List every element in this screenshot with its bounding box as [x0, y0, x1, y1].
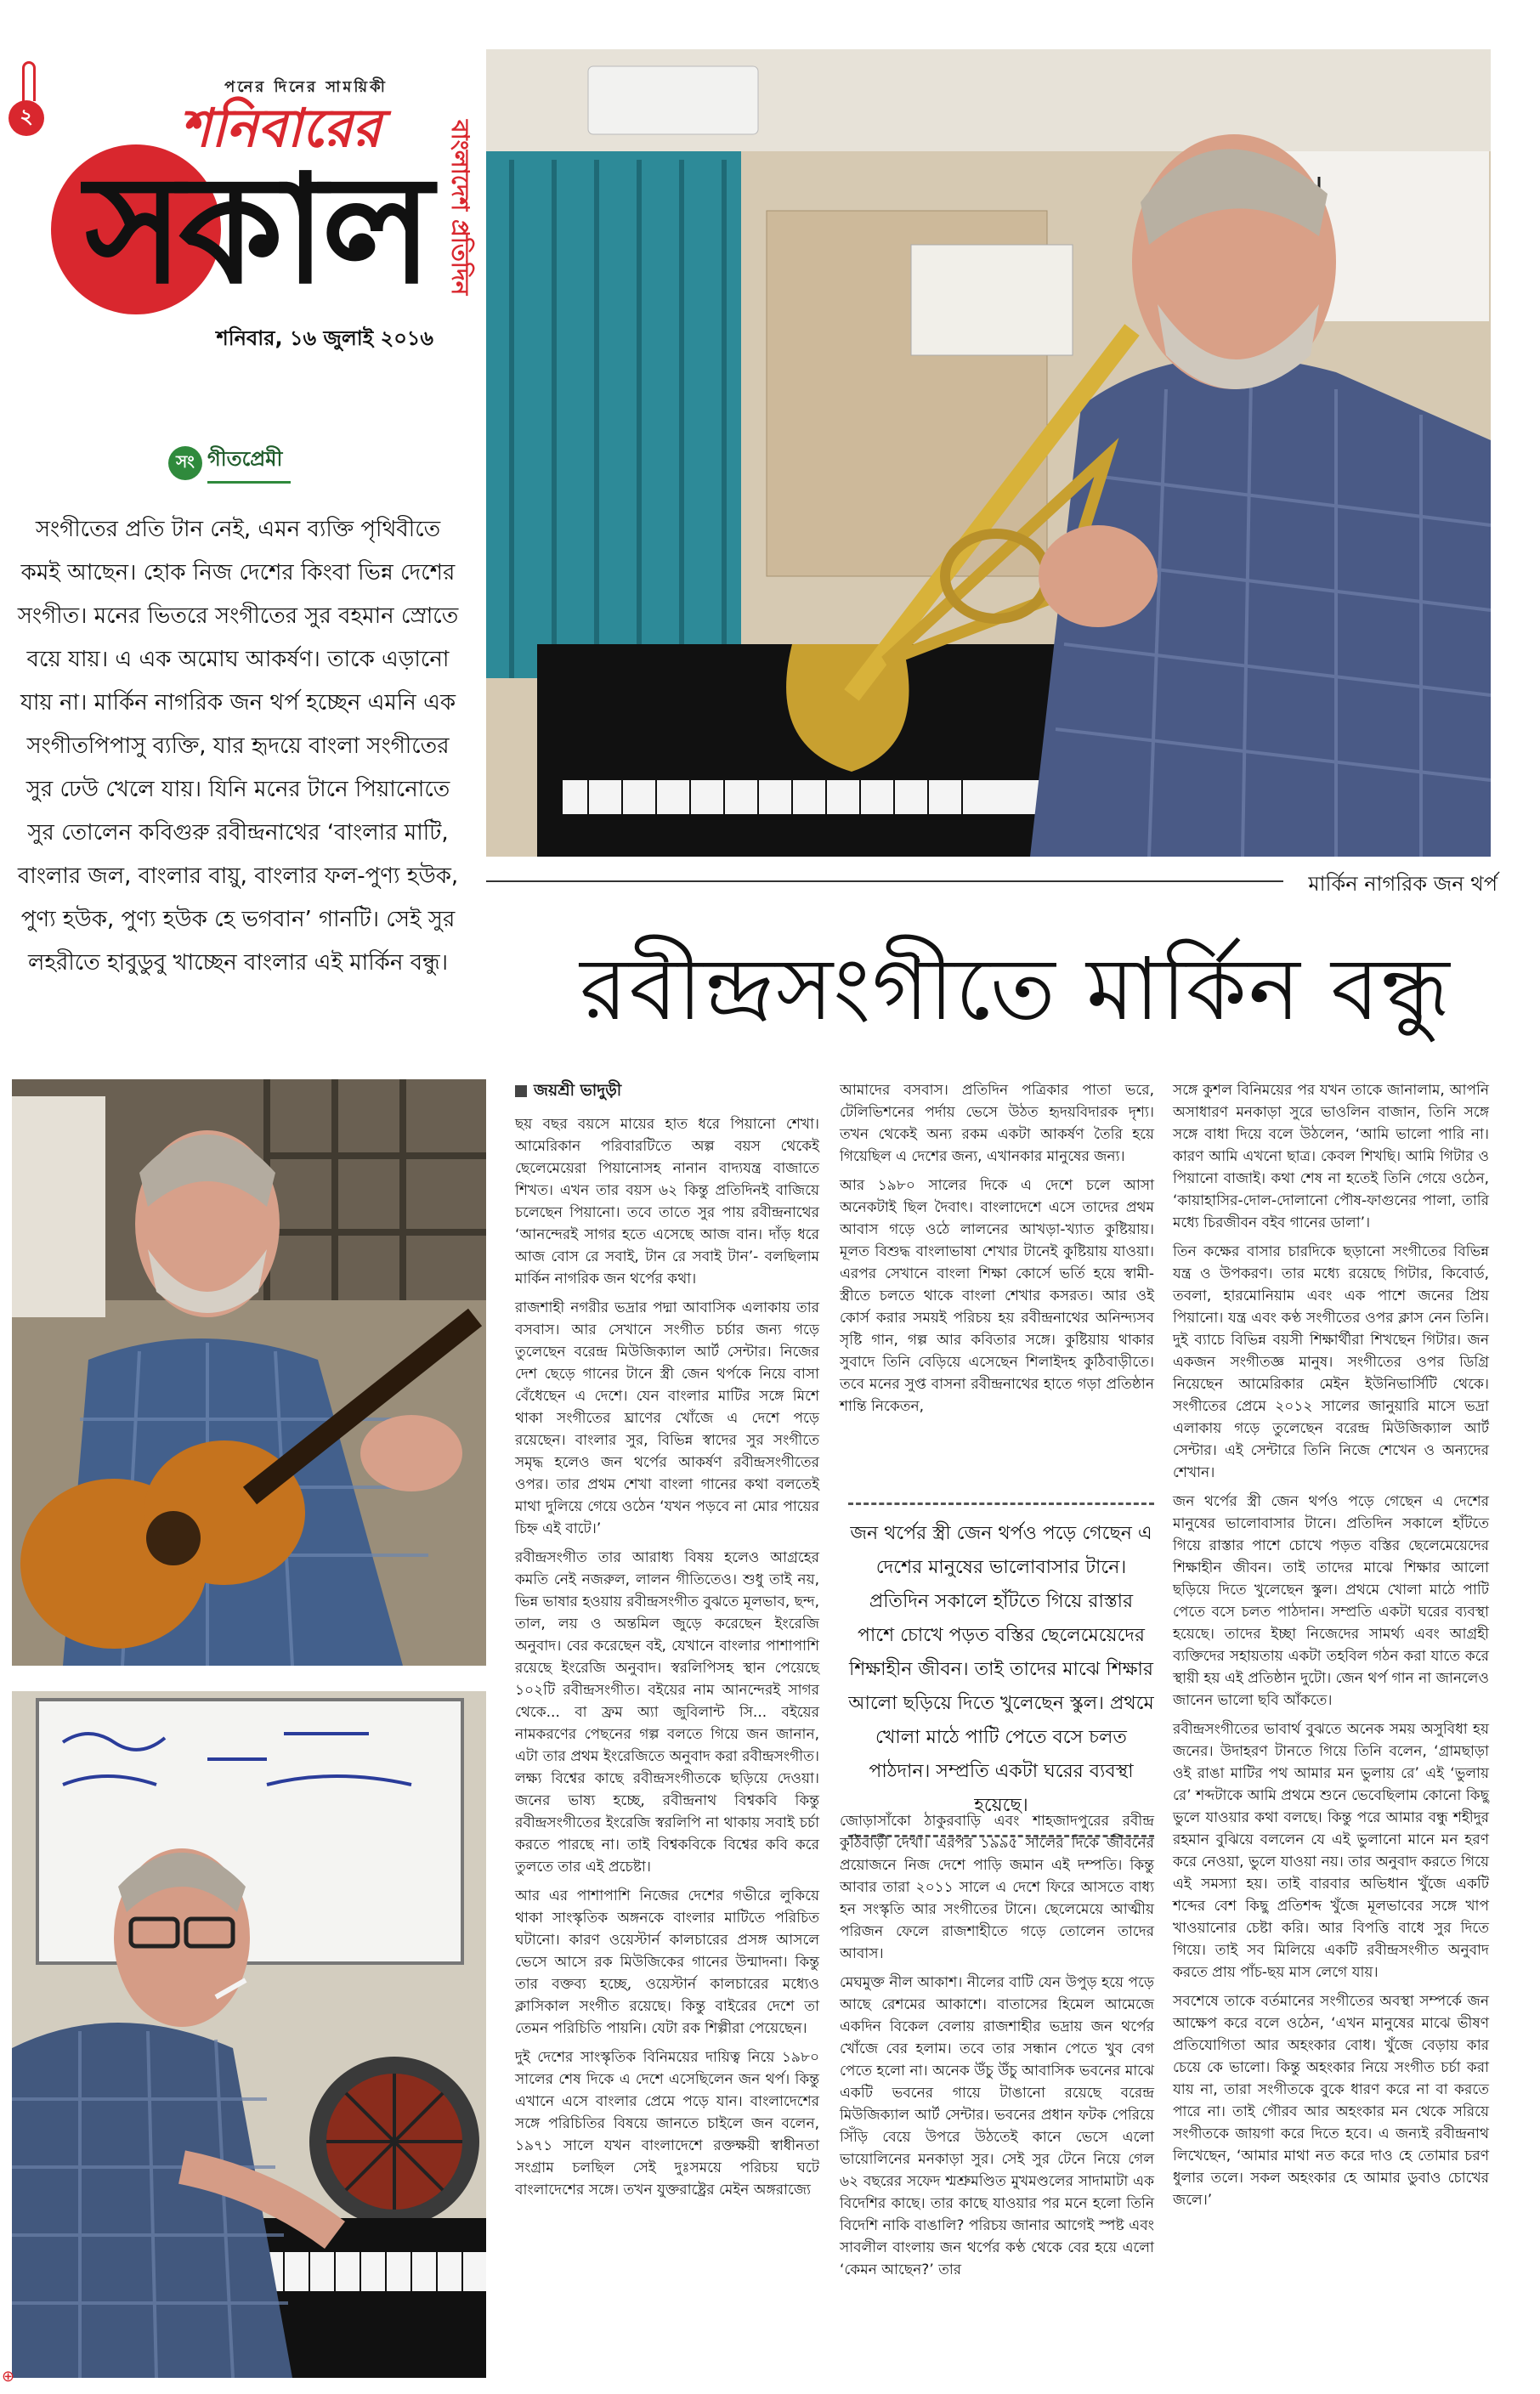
section-tag-label: গীতপ্রেমী — [207, 444, 291, 484]
byline-square-icon — [515, 1085, 527, 1097]
article-paragraph: আর এর পাশাপাশি নিজের দেশের গভীরে লুকিয়ে থাকা সাংস্কৃতিক অঙ্গনকে বাংলার মাটিতে পরিচিত ঘটানো। কারণ ওয়েস্টার্ন কালচারের প্রসঙ্গ আসলে ভেসে আসে রক মিউজিকের গানের উন্মাদনা। কিন্তু তার বক্তব্য হচ্ছে, ওয়েস্টার্ন কালচারের মধ্যেও ক্লাসিকাল সংগীত রয়েছে। কিন্তু বাইরের দেশে তা তেমন পরিচিতি পায়নি। যেটা রক শিল্পীরা পেয়েছেন। — [515, 1887, 819, 2037]
masthead — [51, 34, 493, 357]
masthead-subtitle: পনের দিনের সাময়িকী — [224, 78, 388, 96]
article-paragraph: দুই দেশের সাংস্কৃতিক বিনিময়ের দায়িত্ব নিয়ে ১৯৮০ সালের শেষ দিকে এ দেশে এসেছিলেন জন থর্প। কিন্তু এখানে এসে বাংলার প্রেমে পড়ে যান। বাংলাদেশের সঙ্গে পরিচিতির বিষয়ে জানতে চাইলে জন বলেন, ১৯৭১ সালে যখন বাংলাদেশে রক্তক্ষয়ী স্বাধীনতা সংগ্রাম চলছিল সেই দুঃসময়ে পরিচয় ঘটে বাংলাদেশের সঙ্গে। তখন যুক্তরাষ্ট্রের মেইন অঙ্গরাজ্যে — [515, 2049, 819, 2199]
headline: রবীন্দ্রসংগীতে মার্কিন বন্ধু — [580, 939, 1452, 1040]
article-paragraph: জোড়াসাঁকো ঠাকুরবাড়ি এবং শাহজাদপুরের রবীন্দ্র কুঠিবাড়ী দেখা। এরপর ১৯৯৫ সালের দিকে জীবনের প্রয়োজনে নিজ দেশে পাড়ি জমান এই দম্পতি। কিন্তু আবার তারা ২০১১ সালে এ দেশে ফিরে আসতে বাধ্য হন সংস্কৃতি আর সংগীতের টানে। ছেলেমেয়ে আত্মীয় পরিজন ফেলে রাজশাহীতে গড়ে তোলেন তাদের আবাস। — [840, 1813, 1154, 1962]
article-paragraph: রবীন্দ্রসংগীতের ভাবার্থ বুঝতে অনেক সময় অসুবিধা হয় জনের। উদাহরণ টানতে গিয়ে তিনি বলেন, ‘গ্রামছাড়া ওই রাঙা মাটির পথ আমার মন ভুলায় রে’ এই ‘ভুলায় রে’ শব্দটাকে আমি প্রথমে শুনে ভেবেছিলাম কোনো কিছু ভুলে যাওয়ার কথা বলছে। কিন্তু পরে আমার বন্ধু শহীদুর রহমান বুঝিয়ে বললেন যে এই ভুলানো মানে মন হরণ করে নেওয়া, ভুলে যাওয়া নয়। তার অনুবাদ করতে গিয়ে এই সমস্যা হয়। তাই বারবার অভিধান খুঁজে একটি শব্দের বেশ কিছু প্রতিশব্দ খুঁজে মূলভাবের সঙ্গে খাপ খাওয়ানোর চেষ্টা করি। আর বিপত্তি বাধে সুর দিতে গিয়ে। তাই সব মিলিয়ে একটি রবীন্দ্রসংগীত অনুবাদ করতে প্রায় পাঁচ-ছয় মাস লেগে যায়। — [1173, 1721, 1489, 1981]
guitar-photo-illustration — [12, 1079, 486, 1666]
article-paragraph: রবীন্দ্রসংগীত তার আরাধ্য বিষয় হলেও আগ্রহের কমতি নেই নজরুল, লালন গীতিতেও। শুধু তাই নয়, ভিন্ন ভাষার হওয়ায় রবীন্দ্রসংগীত বুঝতে মূলভাব, ছন্দ, তাল, লয় ও অন্তমিল জুড়ে করেছেন ইংরেজি অনুবাদ। বের করেছেন বই, যেখানে বাংলার পাশাপাশি রয়েছে ইংরেজি অনুবাদ। স্বরলিপিসহ স্থান পেয়েছে ১০২টি রবীন্দ্রসংগীত। বইয়ের নাম আনন্দেরই সাগর থেকে... বা ফ্রম অ্যা জুবিলান্ট সি... বইয়ের নামকরণের পেছনের গল্প বলতে গিয়ে জন জানান, এটা তার প্রথম ইংরেজিতে অনুবাদ করা রবীন্দ্রসংগীত। লক্ষ্য বিশ্বের কাছে রবীন্দ্রসংগীতকে ছড়িয়ে দেওয়া। জনের ভাষ্য হচ্ছে, রবীন্দ্রনাথ বিশ্বকবি কিন্তু রবীন্দ্রসংগীতের ইংরেজি স্বরলিপি না থাকায় সবাই চর্চা করতে পারছে না। তাই বিশ্বকবিকে বিশ্বের কবি করে তুলতে তার এই প্রচেষ্টা। — [515, 1549, 819, 1876]
byline — [515, 1079, 819, 1101]
photo-guitar-player — [12, 1079, 486, 1666]
hero-photo-illustration — [486, 49, 1491, 857]
article-paragraph: জন থর্পের স্ত্রী জেন থর্পও পড়ে গেছেন এ দেশের মানুষের ভালোবাসার টানে। প্রতিদিন সকালে হাঁটতে গিয়ে রাস্তার পাশে চোখে পড়ত বস্তির ছেলেমেয়েদের শিক্ষাহীন জীবন। তাই তাদের মাঝে শিক্ষার আলো ছড়িয়ে দিতে খুলেছেন স্কুল। প্রথমে খোলা মাঠে পাটি পেতে বসে চলত পাঠদান। সম্প্রতি একটা ঘরের ব্যবস্থা হয়েছে। তাদের ইচ্ছা নিজেদের সামর্থ্য এবং আগ্রহী ব্যক্তিদের সহায়তায় একটা তহবিল গঠন করা যাতে করে স্থায়ী হয় এই প্রতিষ্ঠান দুটো। জেন থর্প গান না জানলেও জানেন ভালো ছবি আঁকতে। — [1173, 1493, 1489, 1709]
masthead-publisher: বাংলাদেশ প্রতিদিন — [446, 119, 474, 296]
article-column-1 — [515, 1079, 819, 2208]
section-tag — [168, 442, 291, 484]
masthead-date: শনিবার, ১৬ জুলাই ২০১৬ — [216, 326, 433, 350]
hero-photo-trumpet-player — [486, 49, 1491, 857]
article-paragraph: মেঘমুক্ত নীল আকাশ। নীলের বাটি যেন উপুড় হয়ে পড়ে আছে রেশমের আকাশে। বাতাসের হিমেল আমেজে একদিন বিকেল বেলায় রাজশাহীর ভদ্রায় জন থর্পের খোঁজে বের হলাম। তবে তার সন্ধান পেতে খুব বেগ পেতে হলো না। অনেক উঁচু উঁচু আবাসিক ভবনের মাঝে একটি ভবনের গায়ে টাঙানো রয়েছে বরেন্দ্র মিউজিক্যাল আর্ট সেন্টার। ভবনের প্রধান ফটক পেরিয়ে সিঁড়ি বেয়ে উপরে উঠতেই কানে ভেসে এলো ভায়োলিনের মনকাড়া সুর। সেই সুর টেনে নিয়ে গেল ৬২ বছরের সফেদ শ্মশ্রুমণ্ডিত মুখমণ্ডলের সাদামাটা এক বিদেশির কাছে। তার কাছে যাওয়ার পর মনে হলো তিনি বিদেশি নাকি বাঙালি? পরিচয় জানার আগেই স্পষ্ট এবং সাবলীল বাংলায় জন থর্পের কণ্ঠ থেকে বের হয়ে এলো ‘কেমন আছেন?’ তার — [840, 1974, 1154, 2278]
photo-piano-player — [12, 1691, 486, 2378]
masthead-name-top: শনিবারের — [179, 97, 382, 159]
section-tag-bubble: সং — [168, 446, 202, 480]
hero-caption-rule — [486, 880, 1302, 882]
hero-photo-caption: মার্কিন নাগরিক জন থর্প — [1283, 869, 1498, 903]
article-paragraph: সবশেষে তাকে বর্তমানের সংগীতের অবস্থা সম্পর্কে জন আক্ষেপ করে বলে ওঠেন, ‘এখন মানুষের মাঝে ভীষণ প্রতিযোগিতা আর অহংকার বোধ। খুঁজে বেড়ায় কার চেয়ে কে ভালো। কিন্তু অহংকার নিয়ে সংগীত চর্চা করা যায় না, তারা সংগীতকে বুকে ধারণ করে না বা করতে পারে না। তাই গৌরব আর অহংকার মন থেকে সরিয়ে সংগীতকে জায়গা করে দিতে হবে। এ জন্যই রবীন্দ্রনাথ লিখেছেন, ‘আমার মাথা নত করে দাও হে তোমার চরণ ধুলার তলে। সকল অহংকার হে আমার ডুবাও চোখের জলে।’ — [1173, 1993, 1489, 2209]
page-number-badge: ২ — [8, 100, 44, 136]
byline-author: জয়শ্রী ভাদুড়ী — [534, 1081, 622, 1100]
piano-photo-illustration — [12, 1691, 486, 2378]
masthead-name-main: সকাল — [85, 141, 428, 317]
article-column-2-top — [840, 1079, 1154, 1424]
article-paragraph: আর ১৯৮০ সালের দিকে এ দেশে চলে আসা অনেকটাই ছিল দৈবাৎ। বাংলাদেশে এসে তাদের প্রথম আবাস গড়ে ওঠে লালনের আখড়া-খ্যাত কুষ্টিয়ায়। মূলত বিশুদ্ধ বাংলাভাষা শেখার টানেই কুষ্টিয়ায় যাওয়া। এরপর সেখানে বাংলা শিক্ষা কোর্সে ভর্তি হয়ে স্বামী-স্ত্রীতে চলতে থাকে বাংলা শেখার কসরত। আর ওই কোর্স করার সময়ই পরিচয় হয় রবীন্দ্রনাথের অনিন্দ্যসব সৃষ্টি গান, গল্প আর কবিতার সঙ্গে। কুষ্টিয়ায় থাকার সুবাদে তিনি বেড়িয়ে এসেছেন শিলাইদহ কুঠিবাড়ীতে। তবে মনের সুপ্ত বাসনা রবীন্দ্রনাথের হাতে গড়া প্রতিষ্ঠান শান্তি নিকেতন, — [840, 1177, 1154, 1415]
article-column-3 — [1173, 1079, 1489, 2218]
article-column-2-bottom — [840, 1810, 1154, 2288]
page-number-hook — [22, 61, 36, 101]
article-paragraph: তিন কক্ষের বাসার চারদিকে ছড়ানো সংগীতের বিভিন্ন যন্ত্র ও উপকরণ। তার মধ্যে রয়েছে গিটার, কিবোর্ড, তবলা, হারমোনিয়াম এবং এক পাশে জনের প্রিয় পিয়ানো। যন্ত্র এবং কণ্ঠ সংগীতের ওপর ক্লাস নেন তিনি। দুই ব্যাচে বিভিন্ন বয়সী শিক্ষার্থীরা শিখছেন গিটার। জন একজন সংগীতজ্ঞ মানুষ। সংগীতের ওপর ডিগ্রি নিয়েছেন আমেরিকার মেইন ইউনিভার্সিটি থেকে। সংগীতের প্রেমে ২০১২ সালের জানুয়ারি মাসে ভদ্রা এলাকায় গড়ে তুলেছেন বরেন্দ্র মিউজিক্যাল আর্ট সেন্টার। এই সেন্টারে তিনি নিজে শেখেন ও অন্যদের শেখান। — [1173, 1243, 1489, 1481]
article-paragraph: রাজশাহী নগরীর ভদ্রার পদ্মা আবাসিক এলাকায় তার বসবাস। আর সেখানে সংগীত চর্চার জন্য গড়ে তুলেছেন বরেন্দ্র মিউজিক্যাল আর্ট সেন্টার। নিজের দেশ ছেড়ে গানের টানে স্ত্রী জেন থর্পকে নিয়ে বাসা বেঁধেছেন এ দেশে। যেন বাংলার মাটির সঙ্গে মিশে থাকা সংগীতের ঘ্রাণের খোঁজে এ দেশে পড়ে রয়েছেন। বাংলার সুর, বিভিন্ন স্বাদের সুর সংগীতে সমৃদ্ধ হলেও জন থর্পের আকর্ষণ রবীন্দ্রসংগীতের ওপর। তার প্রথম শেখা বাংলা গানের কথা বলতেই মাথা দুলিয়ে গেয়ে ওঠেন ‘যখন পড়বে না মোর পায়ের চিহ্ন এই বাটে।’ — [515, 1299, 819, 1537]
intro-paragraph: সংগীতের প্রতি টান নেই, এমন ব্যক্তি পৃথিবীতে কমই আছেন। হোক নিজ দেশের কিংবা ভিন্ন দেশের সংগীত। মনের ভিতরে সংগীতের সুর বহমান স্রোতে বয়ে যায়। এ এক অমোঘ আকর্ষণ। তাকে এড়ানো যায় না। মার্কিন নাগরিক জন থর্প হচ্ছেন এমনি এক সংগীতপিপাসু ব্যক্তি, যার হৃদয়ে বাংলা সংগীতের সুর ঢেউ খেলে যায়। যিনি মনের টানে পিয়ানোতে সুর তোলেন কবিগুরু রবীন্দ্রনাথের ‘বাংলার মাটি, বাংলার জল, বাংলার বায়ু, বাংলার ফল-পুণ্য হউক, পুণ্য হউক, পুণ্য হউক হে ভগবান’ গানটি। সেই সুর লহরীতে হাবুডুবু খাচ্ছেন বাংলার এই মার্কিন বন্ধু। — [17, 517, 459, 976]
article-paragraph: ছয় বছর বয়সে মায়ের হাত ধরে পিয়ানো শেখা। আমেরিকান পরিবারটিতে অল্প বয়স থেকেই ছেলেমেয়েরা পিয়ানোসহ নানান বাদ্যযন্ত্র বাজাতে শিখত। এখন তার বয়স ৬২ কিন্তু প্রতিদিনই বাজিয়ে চলেছেন পিয়ানো। তবে তাতে সুর পায় রবীন্দ্রনাথের ‘আনন্দেরই সাগর হতে এসেছে আজ বান। দাঁড় ধরে আজ বোস রে সবাই, টান রে সবাই টান’- বলছিলাম মার্কিন নাগরিক জন থর্পের কথা। — [515, 1116, 819, 1288]
article-paragraph: আমাদের বসবাস। প্রতিদিন পত্রিকার পাতা ভরে, টেলিভিশনের পর্দায় ভেসে উঠত হৃদয়বিদারক দৃশ্য। তখন থেকেই অন্য রকম একটা আকর্ষণ তৈরি হয়ে গিয়েছিল এ দেশের জন্য, এখানকার মানুষের জন্য। — [840, 1082, 1154, 1165]
article-paragraph: সঙ্গে কুশল বিনিময়ের পর যখন তাকে জানালাম, আপনি অসাধারণ মনকাড়া সুরে ভাওলিন বাজান, তিনি সঙ্গে সঙ্গে বাধা দিয়ে বলে উঠলেন, ‘আমি ভালো পারি না। কারণ আমি এখনো ছাত্র। কেবল শিখছি। আমি গিটার ও পিয়ানো বাজাই। কথা শেষ না হতেই তিনি গেয়ে ওঠেন, ‘কায়াহাসির-দোল-দোলানো পৌষ-ফাগুনের পালা, তারি মধ্যে চিরজীবন বইব গানের ডালা’। — [1173, 1082, 1489, 1231]
pull-quote: জন থর্পের স্ত্রী জেন থর্পও পড়ে গেছেন এ দেশের মানুষের ভালোবাসার টানে। প্রতিদিন সকালে হাঁটতে গিয়ে রাস্তার পাশে চোখে পড়ত বস্তির ছেলেমেয়েদের শিক্ষাহীন জীবন। তাই তাদের মাঝে শিক্ষার আলো ছড়িয়ে দিতে খুলেছেন স্কুল। প্রথমে খোলা মাঠে পাটি পেতে বসে চলত পাঠদান। সম্প্রতি একটা ঘরের ব্যবস্থা হয়েছে। — [848, 1503, 1154, 1837]
registration-mark-icon: ⊕ — [2, 2368, 15, 2386]
